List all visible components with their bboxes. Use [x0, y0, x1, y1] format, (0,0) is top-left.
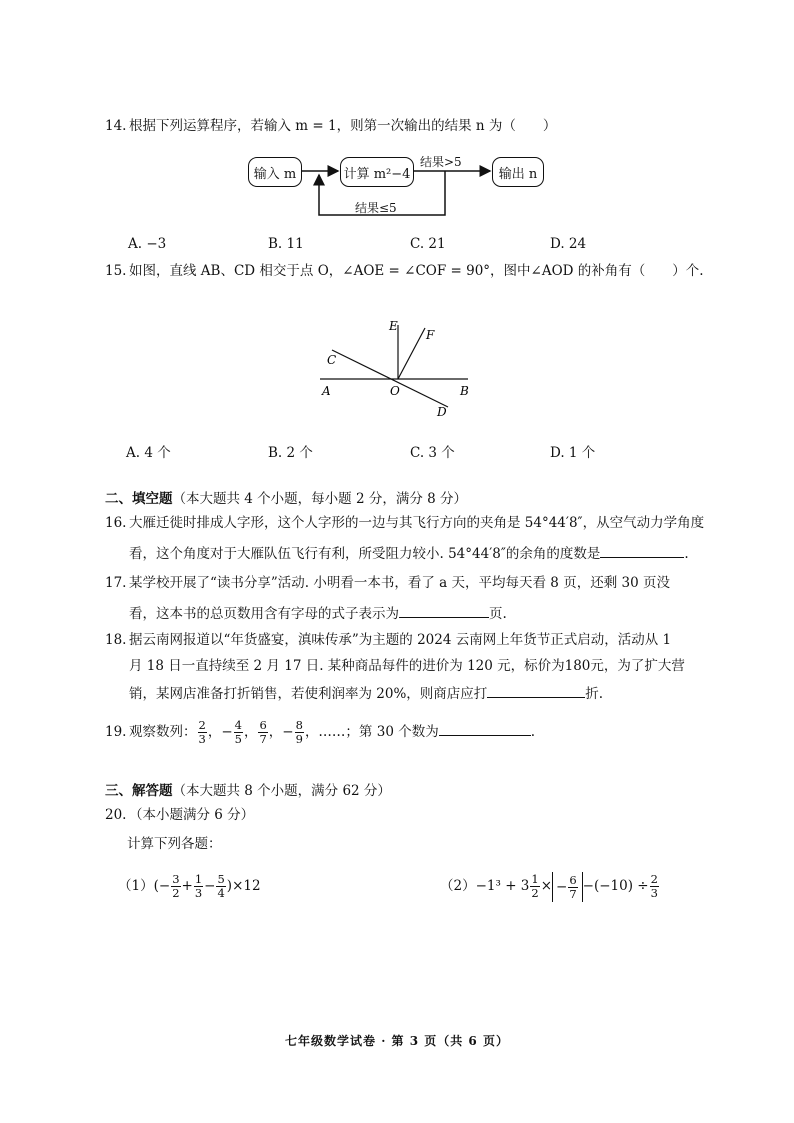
q16-text-end: . [684, 546, 689, 562]
q19-term-2: − $\frac{4}{5}$ [221, 718, 242, 746]
q19-term-3: $\frac{6}{7}$ [259, 718, 267, 746]
q18-line3 [129, 683, 603, 704]
q19-term-1: $\frac{2}{3}$ [198, 718, 206, 746]
q16-text-2: 看，这个角度对于大雁队伍飞行有利，所受阻力较小. 54°44′8″的余角的度数是 [129, 546, 601, 562]
q20-score-note: （本小题满分 6 分） [129, 807, 255, 823]
section2-heading: 二、填空题 [105, 491, 173, 507]
q18-line1 [105, 630, 671, 650]
section3-heading: 三、解答题 [105, 783, 173, 799]
q18-answer-blank[interactable] [487, 683, 585, 698]
q17-text-1: 某学校开展了“读书分享”活动. 小明看一本书，看了 a 天，平均每天看 8 页，还剩 30 页没 [129, 575, 670, 591]
flow-cond-no: 结果≤5 [355, 201, 397, 215]
q17-text-end: 页. [489, 606, 507, 622]
q19-prefix: 观察数列： [129, 724, 197, 740]
q19-end: . [530, 724, 535, 740]
label-f: F [426, 328, 435, 342]
q15-stem [105, 261, 704, 281]
flow-arrows [240, 150, 560, 230]
q17-line1 [105, 573, 670, 593]
q16-number: 16. [105, 515, 127, 531]
q17-line2 [129, 603, 507, 624]
q20-part2-b: −(−10) ÷ [582, 878, 649, 894]
label-a: A [322, 384, 331, 398]
q20-part1-label: （1） [118, 878, 154, 894]
q16-line1 [105, 513, 704, 533]
q15-option-c[interactable]: C. 3 个 [410, 445, 455, 461]
q20-number: 20. [105, 807, 127, 823]
q20-part2-label: （2） [440, 878, 476, 894]
q16-text-1: 大雁迁徙时排成人字形，这个人字形的一边与其飞行方向的夹角是 54°44′8″，从空气动力学角度 [129, 515, 705, 531]
q17-number: 17. [105, 575, 127, 591]
section3-note: （本大题共 8 个小题，满分 62 分） [172, 783, 391, 799]
flow-output-label: 输出 n [498, 166, 538, 182]
label-d: D [437, 405, 447, 419]
q15-option-a[interactable]: A. 4 个 [126, 445, 171, 461]
label-b: B [460, 384, 469, 398]
q14-stem [105, 116, 556, 136]
flow-compute-label: 计算 m²−4 [343, 166, 411, 182]
q15-option-d[interactable]: D. 1 个 [550, 445, 596, 461]
label-c: C [327, 353, 337, 367]
q14-number: 14. [105, 118, 127, 134]
q18-text-3: 销，某网店准备打折销售，若使利润率为 20%，则商店应打 [129, 686, 488, 702]
q20-instruction [127, 834, 222, 854]
q15-number: 15. [105, 263, 127, 279]
q20-part2-abs: − $\frac{6}{7}$ [552, 872, 583, 902]
flow-cond-yes: 结果>5 [420, 155, 462, 169]
q18-text-end: 折. [585, 686, 604, 702]
q16-line2 [129, 543, 689, 564]
q18-line2 [129, 656, 685, 676]
q20-instruction-text: 计算下列各题： [127, 836, 222, 852]
page-footer: 七年级数学试卷 · 第 3 页（共 6 页） [285, 1034, 509, 1048]
label-e: E [389, 319, 398, 333]
q15-figure [310, 315, 490, 425]
ray-of [398, 328, 425, 379]
section2-note: （本大题共 4 个小题，每小题 2 分，满分 8 分） [172, 491, 468, 507]
q18-text-2: 月 18 日一直持续至 2 月 17 日. 某种商品每件的进价为 120 元，标价为180元，为了扩大营 [129, 658, 685, 674]
q20-part2-a: −1³ + 3 [475, 878, 530, 894]
section-solve-title [105, 779, 391, 799]
q20-part2: （2）−1³ + 3 $\frac{1}{2}$ × − $\frac{6}{7}$ −(−10) ÷ $\frac{2}{3}$ [440, 872, 658, 901]
q15-option-b[interactable]: B. 2 个 [268, 445, 313, 461]
flow-input-label: 输入 m [253, 166, 297, 182]
q14-option-a[interactable]: A. −3 [128, 236, 167, 252]
q20-header [105, 805, 254, 825]
q20-part1-tail: )×12 [226, 878, 261, 894]
q19-line: 19. 观察数列： $\frac{2}{3}$ ，− $\frac{4}{5}$ ， $\frac{6}{7}$ ，− $\frac{8}{9}$ ，……；第 30 个数为 . [105, 714, 535, 750]
q17-answer-blank[interactable] [399, 603, 489, 618]
q14-option-c[interactable]: C. 21 [410, 236, 446, 252]
q14-text: 根据下列运算程序，若输入 m = 1，则第一次输出的结果 n 为（ ） [129, 118, 557, 134]
q19-term-4: − $\frac{8}{9}$ [282, 718, 303, 746]
q18-number: 18. [105, 632, 127, 648]
q15-text: 如图，直线 AB、CD 相交于点 O，∠AOE = ∠COF = 90°，图中∠AOD 的补角有（ ）个. [129, 263, 704, 279]
q19-suffix: ，……；第 30 个数为 [304, 724, 439, 740]
q20-part1: （1）(− $\frac{3}{2}$ + $\frac{1}{3}$ − $\frac{5}{4}$ )×12 [118, 872, 261, 900]
q18-text-1: 据云南网报道以“年货盛宴，滇味传承”为主题的 2024 云南网上年货节正式启动，活动从 1 [129, 632, 672, 648]
section-fill-in-title [105, 487, 467, 507]
q14-option-b[interactable]: B. 11 [268, 236, 304, 252]
label-o: O [390, 384, 400, 398]
q17-text-2: 看，这本书的总页数用含有字母的式子表示为 [129, 606, 399, 622]
q19-answer-blank[interactable] [439, 721, 531, 736]
q19-number: 19. [105, 724, 127, 740]
q14-option-d[interactable]: D. 24 [550, 236, 587, 252]
q20-part2-times: × [540, 878, 553, 894]
q16-answer-blank[interactable] [600, 543, 684, 558]
